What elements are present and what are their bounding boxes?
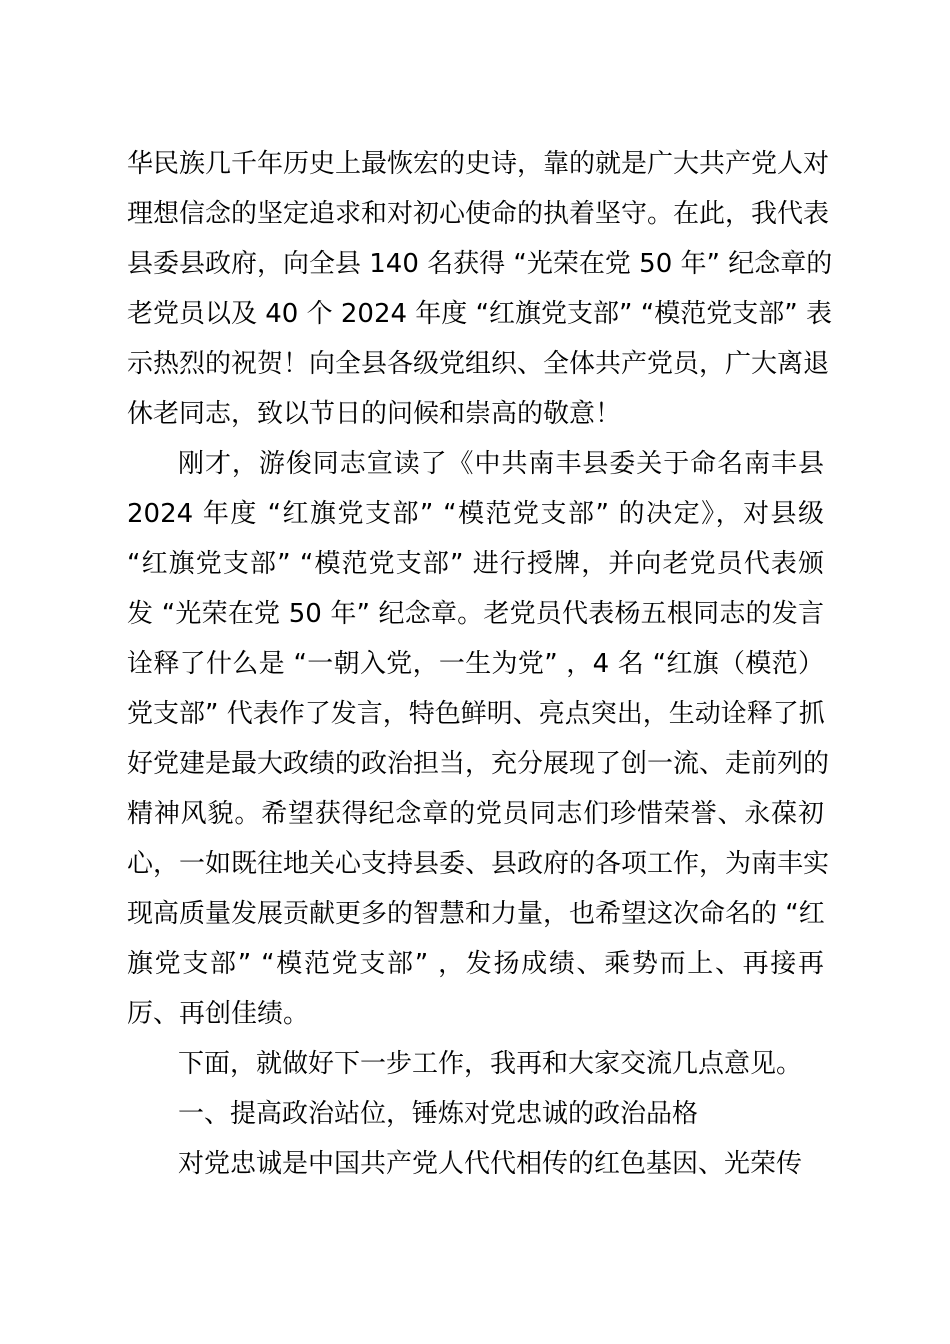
- text-line: 示热烈的祝贺！向全县各级党组织、全体共产党员，广大离退: [127, 349, 830, 379]
- text-line: “红旗党支部” “模范党支部” 进行授牌，并向老党员代表颁: [127, 549, 824, 579]
- text-line: 老党员以及 40 个 2024 年度 “红旗党支部” “模范党支部” 表: [127, 299, 832, 329]
- text-line: 好党建是最大政绩的政治担当，充分展现了创一流、走前列的: [127, 749, 830, 779]
- paragraph-first-line: 下面，就做好下一步工作，我再和大家交流几点意见。: [178, 1049, 803, 1079]
- text-line: 旗党支部” “模范党支部” ，发扬成绩、乘势而上、再接再: [127, 949, 824, 979]
- text-line: 诠释了什么是 “一朝入党，一生为党” ，4 名 “红旗（模范）: [127, 649, 824, 679]
- text-line: 华民族几千年历史上最恢宏的史诗，靠的就是广大共产党人对: [127, 149, 830, 179]
- text-line: 发 “光荣在党 50 年” 纪念章。老党员代表杨五根同志的发言: [127, 599, 824, 629]
- text-line: 县委县政府，向全县 140 名获得 “光荣在党 50 年” 纪念章的: [127, 249, 833, 279]
- text-line: 党支部” 代表作了发言，特色鲜明、亮点突出，生动诠释了抓: [127, 699, 825, 729]
- paragraph-first-line: 刚才，游俊同志宣读了《中共南丰县委关于命名南丰县: [178, 449, 824, 479]
- text-line: 心，一如既往地关心支持县委、县政府的各项工作，为南丰实: [127, 849, 830, 879]
- text-line: 厉、再创佳绩。: [127, 999, 310, 1029]
- text-line: 休老同志，致以节日的问候和崇高的敬意！: [127, 399, 622, 429]
- text-line: 2024 年度 “红旗党支部” “模范党支部” 的决定》，对县级: [127, 499, 824, 529]
- text-line: 现高质量发展贡献更多的智慧和力量，也希望这次命名的 “红: [127, 899, 825, 929]
- text-line: 精神风貌。希望获得纪念章的党员同志们珍惜荣誉、永葆初: [127, 799, 824, 829]
- paragraph-first-line: 对党忠诚是中国共产党人代代相传的红色基因、光荣传: [178, 1149, 803, 1179]
- text-line: 理想信念的坚定追求和对初心使命的执着坚守。在此，我代表: [127, 199, 830, 229]
- section-heading: 一、提高政治站位，锤炼对党忠诚的政治品格: [178, 1099, 699, 1129]
